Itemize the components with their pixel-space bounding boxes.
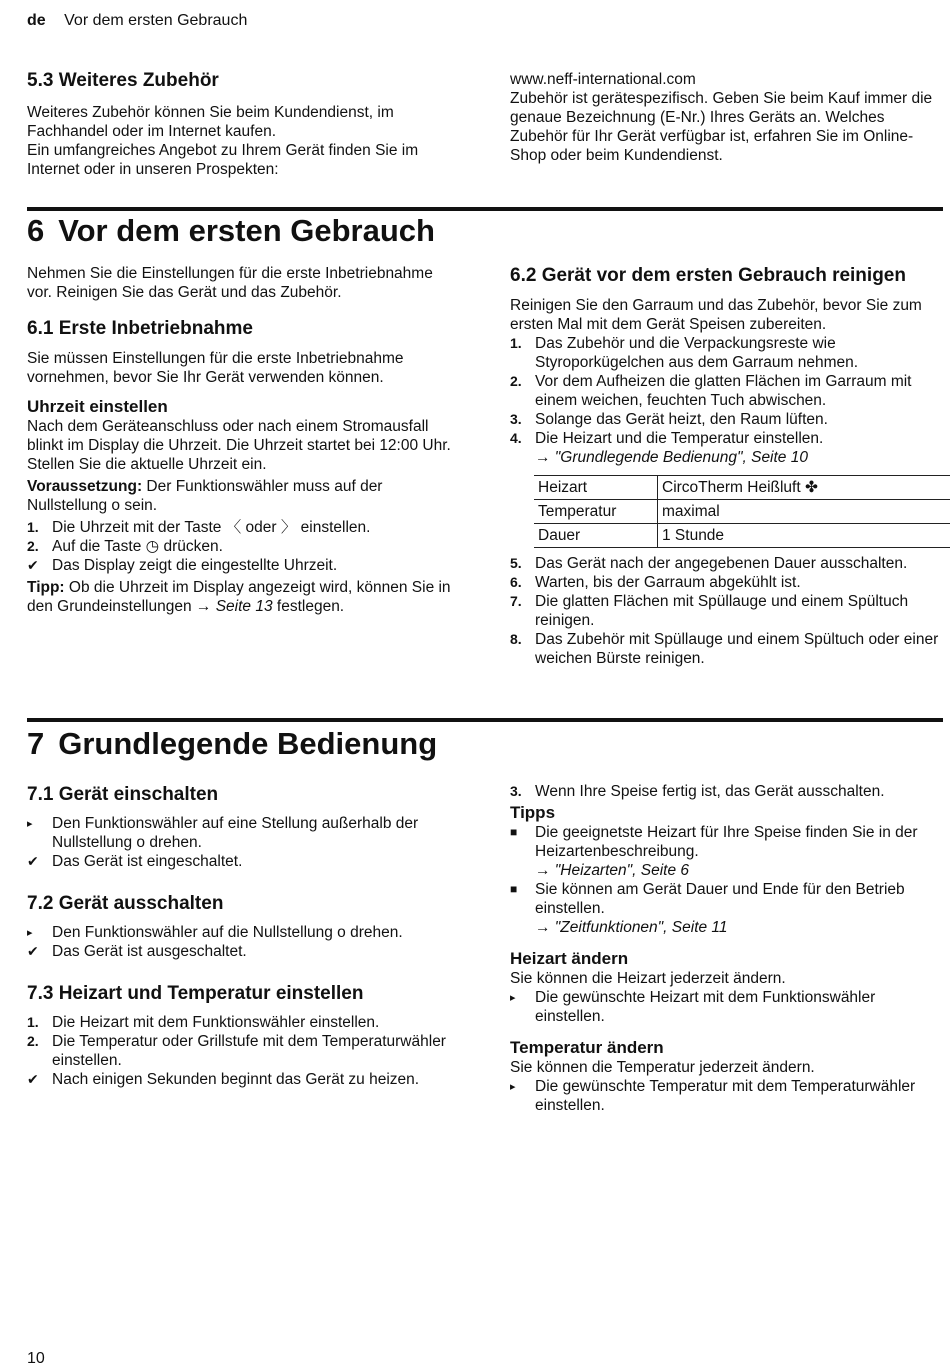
step-text: Solange das Gerät heizt, den Raum lüften. [535, 411, 828, 428]
heading-7-2: 7.2 Gerät ausschalten [27, 893, 224, 914]
action-step [27, 923, 459, 942]
subheading-temperatur: Temperatur ändern [510, 1038, 664, 1057]
table-row [534, 524, 950, 548]
result [27, 1070, 459, 1089]
heading-6-1: 6.1 Erste Inbetriebnahme [27, 318, 253, 339]
step-3 [510, 782, 942, 801]
chapter-title-text: Grundlegende Bedienung [58, 726, 438, 761]
chapter-number: 6 [27, 213, 45, 248]
prerequisite-label: Voraussetzung: [27, 478, 143, 495]
step-number: 4. [510, 430, 522, 446]
language-code: de [27, 12, 46, 29]
step-text: Vor dem Aufheizen die glatten Flächen im Garraum mit einem weichen, feuchten Tuch abwischen. [535, 373, 912, 409]
steps-list [510, 334, 942, 448]
setting-name: Dauer [534, 524, 658, 548]
arrow-icon: ▸ [27, 818, 33, 830]
section-5-3-left [27, 70, 459, 179]
setting-name: Heizart [534, 476, 658, 500]
step-text: Den Funktionswähler auf eine Stellung außerhalb der Nullstellung o drehen. [52, 815, 419, 851]
chapter-rule [27, 207, 943, 211]
paragraph: Sie können die Heizart jederzeit ändern. [510, 970, 786, 987]
tip [27, 578, 459, 616]
step-number: 1. [510, 335, 522, 351]
subheading-uhrzeit: Uhrzeit einstellen [27, 397, 168, 416]
step-2 [510, 372, 942, 410]
step-text: Die Heizart und die Temperatur einstellen. [535, 430, 824, 447]
chapter-6-title [27, 213, 435, 249]
page-number: 10 [27, 1350, 45, 1367]
result-text: Nach einigen Sekunden beginnt das Gerät zu heizen. [52, 1071, 420, 1088]
chapter-number: 7 [27, 726, 45, 761]
check-icon: ✔ [27, 1071, 39, 1087]
prerequisite-text: Der Funktionswähler muss auf der Nullstellung o sein. [27, 478, 383, 514]
step-2 [27, 537, 459, 556]
step-7 [510, 592, 942, 630]
step-number: 2. [27, 538, 39, 554]
setting-value: 1 Stunde [658, 524, 950, 548]
step-number: 7. [510, 593, 522, 609]
arrow-icon: ▸ [510, 1081, 516, 1093]
step-number: 3. [510, 783, 522, 799]
chapter-7-right-column [510, 782, 942, 1115]
tip-item [510, 880, 942, 937]
page-header [27, 12, 247, 30]
step-number: 8. [510, 631, 522, 647]
section-5-3-right [510, 70, 942, 165]
reference-link[interactable]: → "Heizarten", Seite 6 [535, 862, 690, 879]
step-1 [27, 518, 459, 537]
tip-text: Ob die Uhrzeit im Display angezeigt wird, können Sie in den Grundeinstellungen [27, 579, 451, 615]
check-icon: ✔ [27, 943, 39, 959]
step-text: Den Funktionswähler auf die Nullstellung o drehen. [52, 924, 403, 941]
arrow-icon: ▸ [27, 927, 33, 939]
url-text: www.neff-international.com [510, 71, 696, 88]
step-text: Wenn Ihre Speise fertig ist, das Gerät ausschalten. [535, 783, 885, 800]
tip-text-end: festlegen. [272, 598, 345, 615]
paragraph: Ein umfangreiches Angebot zu Ihrem Gerät finden Sie im Internet oder in unseren Prospekten: [27, 142, 419, 178]
action-step [510, 1077, 942, 1115]
step-number: 2. [510, 373, 522, 389]
check-icon: ✔ [27, 853, 39, 869]
page-reference-link[interactable]: → Seite 13 [195, 598, 273, 615]
tip-text: Sie können am Gerät Dauer und Ende für den Betrieb einstellen. [535, 881, 905, 917]
setting-value: CircoTherm Heißluft ✤ [658, 476, 950, 500]
step-text: Warten, bis der Garraum abgekühlt ist. [535, 574, 801, 591]
settings-table [534, 475, 950, 548]
prerequisite [27, 477, 459, 515]
step-text: Das Zubehör und die Verpackungsreste wie Styroporkügelchen aus dem Garraum nehmen. [535, 335, 859, 371]
reference-link[interactable]: → "Zeitfunktionen", Seite 11 [535, 919, 728, 936]
reference [510, 448, 942, 467]
heading-7-1: 7.1 Gerät einschalten [27, 784, 219, 805]
result [27, 942, 459, 961]
header-title: Vor dem ersten Gebrauch [64, 12, 248, 29]
step-1 [510, 334, 942, 372]
square-bullet-icon: ■ [510, 825, 518, 839]
check-icon: ✔ [27, 557, 39, 573]
result-text: Das Gerät ist ausgeschaltet. [52, 943, 247, 960]
result [27, 852, 459, 871]
heading-5-3: 5.3 Weiteres Zubehör [27, 70, 219, 91]
paragraph: Weiteres Zubehör können Sie beim Kundendienst, im Fachhandel oder im Internet kaufen. [27, 104, 394, 140]
chapter-intro: Nehmen Sie die Einstellungen für die erste Inbetriebnahme vor. Reinigen Sie das Gerät und das Zubehör. [27, 265, 433, 301]
step-2 [27, 1032, 459, 1070]
paragraph: Zubehör ist gerätespezifisch. Geben Sie beim Kauf immer die genaue Bezeichnung (E-Nr.) Ihres Geräts an. Welches Zubehör für Ihr Gerät verfügbar ist, erfahren Sie im Online-Shop oder beim Kundendienst. [510, 90, 933, 164]
step-number: 2. [27, 1033, 39, 1049]
step-text: Die Uhrzeit mit der Taste 〈 oder 〉 einstellen. [52, 519, 371, 536]
step-number: 5. [510, 555, 522, 571]
step-5 [510, 554, 942, 573]
chapter-6-right-column [510, 265, 942, 668]
chapter-6-left-column [27, 264, 459, 616]
step-6 [510, 573, 942, 592]
step-1 [27, 1013, 459, 1032]
table-row [534, 500, 950, 524]
paragraph: Nach dem Geräteanschluss oder nach einem Stromausfall blinkt im Display die Uhrzeit. Die Uhrzeit startet bei 12:00 Uhr. Stellen Sie die aktuelle Uhrzeit ein. [27, 418, 451, 473]
result-text: Das Display zeigt die eingestellte Uhrzeit. [52, 557, 338, 574]
step-number: 3. [510, 411, 522, 427]
step-text: Die gewünschte Temperatur mit dem Temperaturwähler einstellen. [535, 1078, 916, 1114]
subheading-heizart: Heizart ändern [510, 949, 629, 968]
chapter-7-title [27, 726, 437, 762]
heading-6-2: 6.2 Gerät vor dem ersten Gebrauch reinigen [510, 265, 906, 286]
setting-name: Temperatur [534, 500, 658, 524]
step-3 [510, 410, 942, 429]
chapter-rule [27, 718, 943, 722]
tip-item [510, 823, 942, 880]
step-number: 1. [27, 1014, 39, 1030]
tips-heading: Tipps [510, 803, 556, 822]
chapter-7-left-column [27, 784, 459, 1089]
step-text: Die glatten Flächen mit Spüllauge und einem Spültuch reinigen. [535, 593, 909, 629]
step-text: Das Gerät nach der angegebenen Dauer ausschalten. [535, 555, 908, 572]
paragraph: Reinigen Sie den Garraum und das Zubehör, bevor Sie zum ersten Mal mit dem Gerät Speisen zubereiten. [510, 297, 922, 333]
step-8 [510, 630, 942, 668]
setting-value: maximal [658, 500, 950, 524]
action-step [510, 988, 942, 1026]
action-step [27, 814, 459, 852]
result-text: Das Gerät ist eingeschaltet. [52, 853, 243, 870]
step-text: Auf die Taste ◷ drücken. [52, 538, 223, 555]
step-text: Die Temperatur oder Grillstufe mit dem Temperaturwähler einstellen. [52, 1033, 446, 1069]
tip-label: Tipp: [27, 579, 65, 596]
step-4 [510, 429, 942, 448]
step-text: Die Heizart mit dem Funktionswähler einstellen. [52, 1014, 380, 1031]
tip-text: Die geeignetste Heizart für Ihre Speise finden Sie in der Heizartenbeschreibung. [535, 824, 918, 860]
chapter-title-text: Vor dem ersten Gebrauch [58, 213, 435, 248]
step-text: Die gewünschte Heizart mit dem Funktionswähler einstellen. [535, 989, 876, 1025]
square-bullet-icon: ■ [510, 882, 518, 896]
step-text: Das Zubehör mit Spüllauge und einem Spültuch oder einer weichen Bürste reinigen. [535, 631, 939, 667]
heading-7-3: 7.3 Heizart und Temperatur einstellen [27, 983, 364, 1004]
table-row [534, 476, 950, 500]
paragraph: Sie müssen Einstellungen für die erste Inbetriebnahme vornehmen, bevor Sie Ihr Gerät verwenden können. [27, 350, 404, 386]
step-number: 6. [510, 574, 522, 590]
paragraph: Sie können die Temperatur jederzeit ändern. [510, 1059, 815, 1076]
arrow-icon: ▸ [510, 992, 516, 1004]
steps-list [510, 554, 942, 668]
reference-link[interactable]: → "Grundlegende Bedienung", Seite 10 [535, 449, 808, 466]
step-number: 1. [27, 519, 39, 535]
result [27, 556, 459, 575]
